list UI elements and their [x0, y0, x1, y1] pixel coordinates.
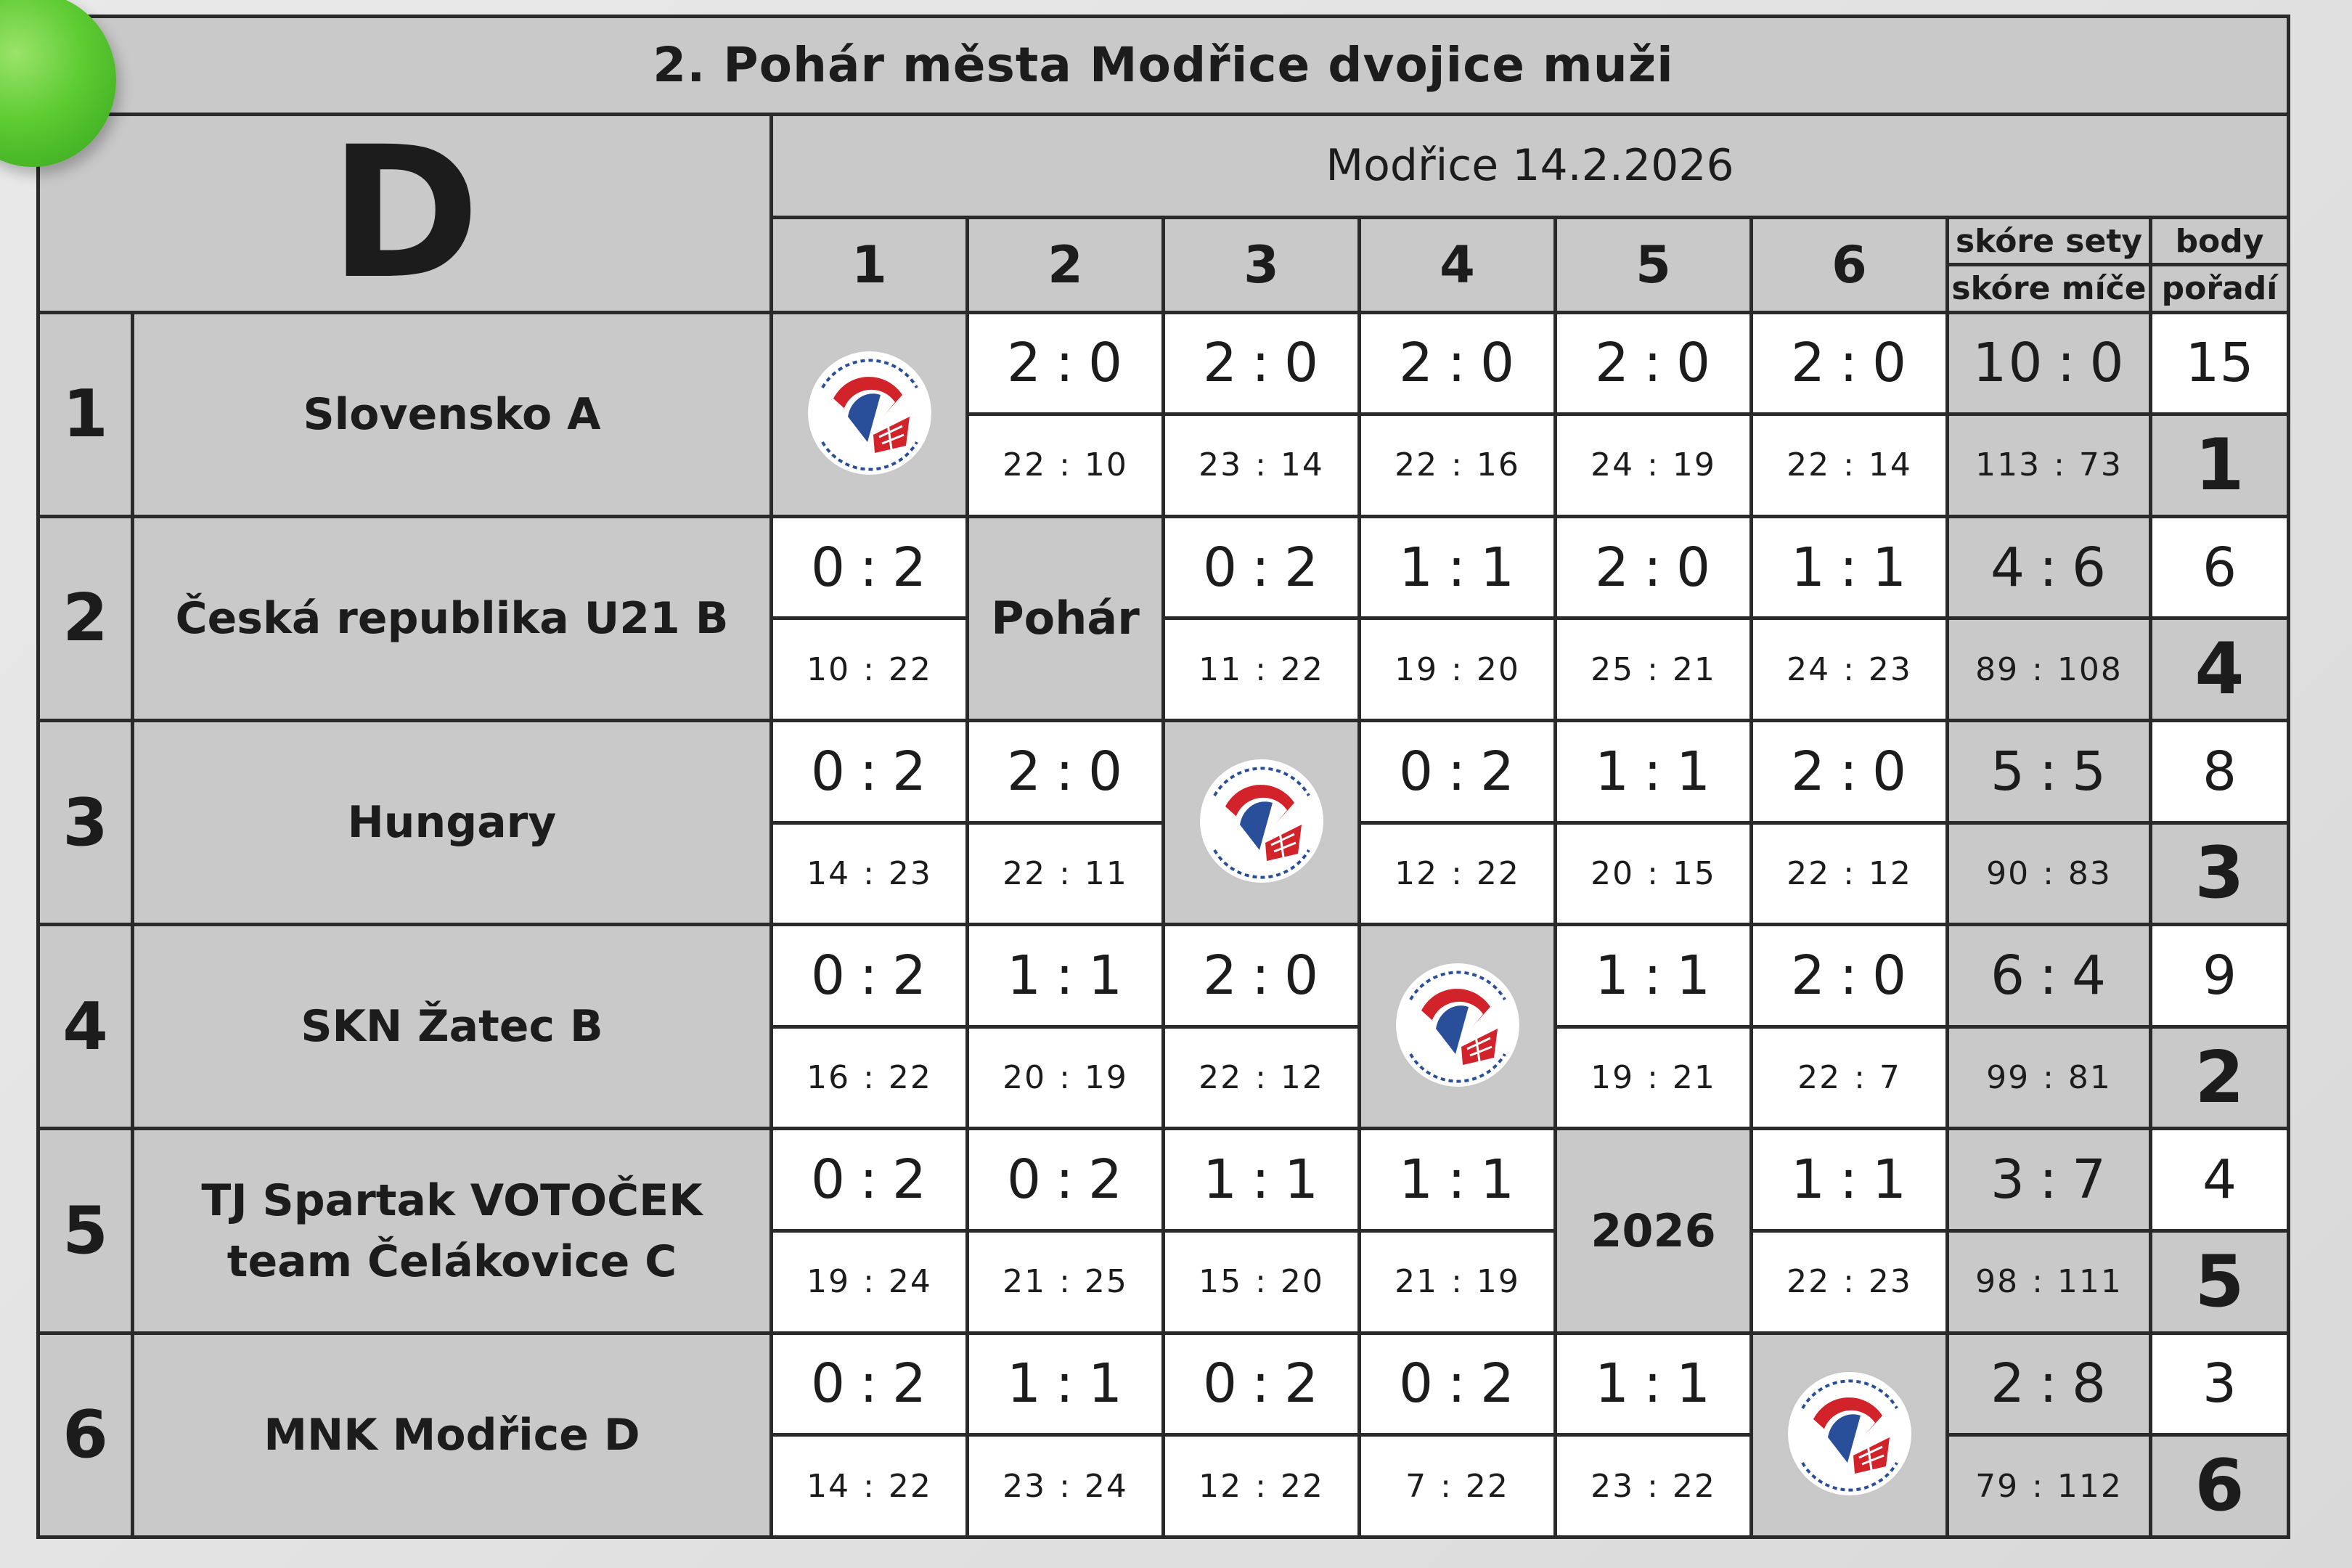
- diagonal-label: Pohár: [968, 516, 1164, 720]
- match-sets-score: 1 : 1: [1556, 720, 1752, 822]
- sets-away: 1: [1871, 1148, 1908, 1212]
- sets-away: 2: [891, 944, 928, 1007]
- total-balls-won: 79: [1975, 1467, 2020, 1505]
- column-header-5: 5: [1556, 218, 1752, 312]
- sets-home: 2: [1006, 740, 1043, 803]
- row-number: 6: [38, 1333, 133, 1537]
- balls-away: 14: [1280, 446, 1324, 484]
- match-sets-score: 2 : 0: [1164, 925, 1360, 1027]
- match-balls-score: 12 : 22: [1360, 822, 1556, 925]
- balls-away: 22: [888, 1467, 932, 1505]
- balls-away: 22: [1280, 1467, 1324, 1505]
- sets-home: 2: [1594, 536, 1631, 599]
- match-sets-score: 2 : 0: [1752, 312, 1948, 415]
- table-row: [38, 720, 2289, 822]
- sets-away: 0: [1087, 740, 1124, 803]
- match-balls-score: 22 : 11: [968, 822, 1164, 925]
- sets-home: 1: [1398, 1148, 1435, 1212]
- balls-away: 22: [1476, 854, 1520, 892]
- balls-away: 12: [1280, 1059, 1324, 1097]
- sets-away: 0: [1871, 944, 1908, 1007]
- total-sets-won: 5: [1990, 740, 2027, 803]
- balls-home: 21: [1003, 1263, 1047, 1301]
- match-sets-score: 0 : 2: [1164, 516, 1360, 618]
- sets-home: 2: [1398, 332, 1435, 395]
- balls-away: 19: [1476, 1263, 1520, 1301]
- sets-home: 1: [1006, 944, 1043, 1007]
- balls-home: 25: [1591, 650, 1635, 688]
- sets-away: 1: [1675, 944, 1712, 1007]
- total-balls-lost: 81: [2067, 1059, 2112, 1097]
- match-sets-score: 1 : 1: [968, 1333, 1164, 1435]
- row-number: 5: [38, 1129, 133, 1333]
- diagonal-logo: [1752, 1333, 1948, 1537]
- balls-home: 12: [1395, 854, 1439, 892]
- match-balls-score: 11 : 22: [1164, 618, 1360, 721]
- sets-away: 2: [1479, 1352, 1516, 1416]
- column-header-4: 4: [1360, 218, 1556, 312]
- sets-away: 2: [1283, 536, 1320, 599]
- sets-home: 0: [1398, 740, 1435, 803]
- sets-away: 1: [1479, 536, 1516, 599]
- balls-away: 11: [1084, 854, 1128, 892]
- sets-home: 0: [810, 740, 847, 803]
- total-sets-score: 3 : 7: [1948, 1129, 2151, 1231]
- sets-away: 0: [1283, 944, 1320, 1007]
- balls-away: 25: [1084, 1263, 1128, 1301]
- sets-away: 1: [1087, 944, 1124, 1007]
- match-sets-score: 0 : 2: [1164, 1333, 1360, 1435]
- balls-away: 12: [1868, 854, 1912, 892]
- total-balls-lost: 83: [2067, 854, 2112, 892]
- balls-home: 16: [807, 1059, 851, 1097]
- match-balls-score: 23 : 14: [1164, 415, 1360, 517]
- balls-home: 22: [1395, 446, 1439, 484]
- balls-home: 23: [1591, 1467, 1635, 1505]
- sets-away: 2: [1087, 1148, 1124, 1212]
- match-sets-score: 2 : 0: [1360, 312, 1556, 415]
- sets-away: 1: [1675, 740, 1712, 803]
- match-sets-score: 1 : 1: [1752, 516, 1948, 618]
- sets-home: 0: [810, 1148, 847, 1212]
- balls-away: 19: [1672, 446, 1716, 484]
- match-sets-score: 0 : 2: [772, 720, 968, 822]
- balls-home: 19: [1591, 1059, 1635, 1097]
- match-sets-score: 1 : 1: [968, 925, 1164, 1027]
- rank-value: 5: [2151, 1231, 2289, 1334]
- balls-away: 23: [1868, 1263, 1912, 1301]
- match-balls-score: 12 : 22: [1164, 1435, 1360, 1538]
- total-sets-won: 3: [1990, 1148, 2027, 1212]
- table-row: [38, 1333, 2289, 1435]
- sets-away: 2: [891, 536, 928, 599]
- diagonal-logo: [772, 312, 968, 516]
- match-balls-score: 7 : 22: [1360, 1435, 1556, 1538]
- team-name: SKN Žatec B: [133, 925, 772, 1129]
- match-balls-score: 22 : 7: [1752, 1026, 1948, 1129]
- total-balls-score: 113 : 73: [1948, 415, 2151, 517]
- total-sets-lost: 0: [2089, 332, 2126, 395]
- match-sets-score: 0 : 2: [1360, 1333, 1556, 1435]
- total-sets-lost: 8: [2071, 1352, 2108, 1416]
- match-balls-score: 10 : 22: [772, 618, 968, 721]
- sets-away: 0: [1479, 332, 1516, 395]
- sets-home: 0: [1202, 536, 1239, 599]
- total-sets-score: 6 : 4: [1948, 925, 2151, 1027]
- total-sets-won: 10: [1972, 332, 2044, 395]
- sets-home: 0: [810, 1352, 847, 1416]
- match-balls-score: 14 : 23: [772, 822, 968, 925]
- header-score-sets: skóre sety: [1948, 218, 2151, 265]
- balls-home: 22: [1003, 446, 1047, 484]
- row-number: 2: [38, 516, 133, 720]
- sets-away: 1: [1087, 1352, 1124, 1416]
- total-balls-won: 113: [1975, 446, 2041, 484]
- association-logo-icon: [1381, 956, 1534, 1094]
- match-sets-score: 2 : 0: [968, 720, 1164, 822]
- sets-home: 0: [1202, 1352, 1239, 1416]
- column-header-6: 6: [1752, 218, 1948, 312]
- total-sets-score: 5 : 5: [1948, 720, 2151, 822]
- points-value: 9: [2151, 925, 2289, 1027]
- balls-home: 22: [1787, 854, 1831, 892]
- balls-away: 23: [1868, 650, 1912, 688]
- balls-home: 24: [1591, 446, 1635, 484]
- rank-value: 1: [2151, 415, 2289, 517]
- rank-value: 2: [2151, 1026, 2289, 1129]
- match-balls-score: 20 : 15: [1556, 822, 1752, 925]
- row-number: 3: [38, 720, 133, 924]
- group-letter: D: [38, 114, 772, 312]
- total-balls-score: 99 : 81: [1948, 1026, 2151, 1129]
- sets-home: 1: [1790, 1148, 1827, 1212]
- balls-home: 20: [1591, 854, 1635, 892]
- team-name: Česká republika U21 B: [133, 516, 772, 720]
- match-balls-score: 22 : 12: [1752, 822, 1948, 925]
- points-value: 3: [2151, 1333, 2289, 1435]
- balls-home: 14: [807, 854, 851, 892]
- balls-home: 19: [807, 1263, 851, 1301]
- balls-home: 15: [1199, 1263, 1243, 1301]
- balls-away: 20: [1280, 1263, 1324, 1301]
- total-sets-score: 2 : 8: [1948, 1333, 2151, 1435]
- sets-home: 2: [1202, 944, 1239, 1007]
- total-balls-lost: 108: [2057, 650, 2123, 688]
- total-balls-won: 98: [1975, 1263, 2020, 1301]
- sets-away: 2: [1479, 740, 1516, 803]
- column-header-1: 1: [772, 218, 968, 312]
- total-sets-lost: 5: [2071, 740, 2108, 803]
- header-points: body: [2151, 218, 2289, 265]
- balls-home: 22: [1003, 854, 1047, 892]
- sets-home: 1: [1594, 740, 1631, 803]
- sets-away: 0: [1675, 536, 1712, 599]
- total-balls-lost: 73: [2078, 446, 2123, 484]
- balls-away: 21: [1672, 650, 1716, 688]
- column-header-3: 3: [1164, 218, 1360, 312]
- total-sets-lost: 4: [2071, 944, 2108, 1007]
- sets-home: 2: [1790, 944, 1827, 1007]
- sets-away: 2: [891, 1352, 928, 1416]
- balls-home: 22: [1787, 446, 1831, 484]
- total-sets-score: 10 : 0: [1948, 312, 2151, 415]
- balls-away: 10: [1084, 446, 1128, 484]
- sets-away: 1: [1871, 536, 1908, 599]
- match-balls-score: 22 : 23: [1752, 1231, 1948, 1334]
- balls-home: 24: [1787, 650, 1831, 688]
- table-row: [38, 1129, 2289, 1231]
- balls-home: 23: [1003, 1467, 1047, 1505]
- match-balls-score: 14 : 22: [772, 1435, 968, 1538]
- diagonal-logo: [1360, 925, 1556, 1129]
- points-value: 8: [2151, 720, 2289, 822]
- total-balls-lost: 112: [2057, 1467, 2123, 1505]
- total-balls-score: 89 : 108: [1948, 618, 2151, 721]
- diagonal-label: 2026: [1556, 1129, 1752, 1333]
- table-row: [38, 925, 2289, 1027]
- sets-home: 1: [1006, 1352, 1043, 1416]
- sets-home: 0: [1398, 1352, 1435, 1416]
- points-value: 4: [2151, 1129, 2289, 1231]
- balls-home: 22: [1797, 1059, 1842, 1097]
- balls-home: 7: [1405, 1467, 1428, 1505]
- match-sets-score: 2 : 0: [1164, 312, 1360, 415]
- match-sets-score: 2 : 0: [1556, 312, 1752, 415]
- column-header-2: 2: [968, 218, 1164, 312]
- balls-away: 24: [888, 1263, 932, 1301]
- balls-home: 22: [1199, 1059, 1243, 1097]
- total-sets-lost: 7: [2071, 1148, 2108, 1212]
- results-table: [36, 15, 2290, 1539]
- match-sets-score: 1 : 1: [1360, 1129, 1556, 1231]
- balls-home: 12: [1199, 1467, 1243, 1505]
- row-number: 4: [38, 925, 133, 1129]
- balls-home: 10: [807, 650, 851, 688]
- total-balls-won: 99: [1986, 1059, 2030, 1097]
- match-sets-score: 1 : 1: [1556, 1333, 1752, 1435]
- match-balls-score: 25 : 21: [1556, 618, 1752, 721]
- sets-home: 2: [1594, 332, 1631, 395]
- sets-home: 0: [810, 944, 847, 1007]
- match-sets-score: 0 : 2: [772, 1333, 968, 1435]
- balls-away: 15: [1672, 854, 1716, 892]
- total-sets-score: 4 : 6: [1948, 516, 2151, 618]
- total-sets-won: 2: [1990, 1352, 2027, 1416]
- sets-home: 1: [1790, 536, 1827, 599]
- team-name: TJ Spartak VOTOČEK team Čelákovice C: [133, 1129, 772, 1333]
- sets-home: 1: [1202, 1148, 1239, 1212]
- balls-away: 22: [1672, 1467, 1716, 1505]
- sets-home: 0: [810, 536, 847, 599]
- balls-away: 16: [1476, 446, 1520, 484]
- match-balls-score: 22 : 16: [1360, 415, 1556, 517]
- sets-home: 1: [1398, 536, 1435, 599]
- diagonal-logo: [1164, 720, 1360, 924]
- total-balls-score: 79 : 112: [1948, 1435, 2151, 1538]
- match-balls-score: 19 : 24: [772, 1231, 968, 1334]
- match-sets-score: 2 : 0: [968, 312, 1164, 415]
- match-balls-score: 22 : 12: [1164, 1026, 1360, 1129]
- points-value: 6: [2151, 516, 2289, 618]
- match-balls-score: 21 : 19: [1360, 1231, 1556, 1334]
- sets-home: 2: [1790, 740, 1827, 803]
- total-sets-lost: 6: [2071, 536, 2108, 599]
- balls-home: 11: [1199, 650, 1243, 688]
- table-row: [38, 516, 2289, 618]
- sets-away: 0: [1871, 740, 1908, 803]
- sets-away: 1: [1675, 1352, 1712, 1416]
- match-sets-score: 1 : 1: [1164, 1129, 1360, 1231]
- total-balls-won: 89: [1975, 650, 2020, 688]
- balls-away: 7: [1879, 1059, 1901, 1097]
- sets-away: 2: [1283, 1352, 1320, 1416]
- total-sets-won: 6: [1990, 944, 2027, 1007]
- balls-away: 22: [888, 1059, 932, 1097]
- balls-home: 20: [1003, 1059, 1047, 1097]
- sets-home: 2: [1006, 332, 1043, 395]
- team-name: Hungary: [133, 720, 772, 924]
- points-value: 15: [2151, 312, 2289, 415]
- balls-home: 14: [807, 1467, 851, 1505]
- match-balls-score: 19 : 21: [1556, 1026, 1752, 1129]
- sets-home: 1: [1594, 944, 1631, 1007]
- table-title: 2. Pohár města Modřice dvojice muži: [38, 17, 2289, 115]
- venue-date: Modřice 14.2.2026: [772, 114, 2289, 218]
- total-sets-won: 4: [1990, 536, 2027, 599]
- total-balls-lost: 111: [2057, 1263, 2123, 1301]
- sets-home: 2: [1790, 332, 1827, 395]
- sets-home: 1: [1594, 1352, 1631, 1416]
- match-sets-score: 2 : 0: [1752, 720, 1948, 822]
- balls-away: 22: [1465, 1467, 1509, 1505]
- match-sets-score: 0 : 2: [772, 1129, 968, 1231]
- match-balls-score: 20 : 19: [968, 1026, 1164, 1129]
- sets-away: 0: [1087, 332, 1124, 395]
- balls-away: 22: [888, 650, 932, 688]
- table-row: [38, 312, 2289, 415]
- match-balls-score: 15 : 20: [1164, 1231, 1360, 1334]
- association-logo-icon: [1773, 1365, 1926, 1503]
- team-name: Slovensko A: [133, 312, 772, 516]
- match-balls-score: 24 : 23: [1752, 618, 1948, 721]
- balls-away: 22: [1280, 650, 1324, 688]
- balls-away: 23: [888, 854, 932, 892]
- match-balls-score: 21 : 25: [968, 1231, 1164, 1334]
- row-number: 1: [38, 312, 133, 516]
- rank-value: 4: [2151, 618, 2289, 721]
- balls-home: 19: [1395, 650, 1439, 688]
- match-sets-score: 0 : 2: [772, 516, 968, 618]
- association-logo-icon: [793, 344, 946, 482]
- sets-away: 2: [891, 740, 928, 803]
- balls-home: 23: [1199, 446, 1243, 484]
- sets-home: 2: [1202, 332, 1239, 395]
- sets-away: 0: [1871, 332, 1908, 395]
- match-balls-score: 24 : 19: [1556, 415, 1752, 517]
- match-sets-score: 2 : 0: [1752, 925, 1948, 1027]
- balls-away: 14: [1868, 446, 1912, 484]
- total-balls-score: 98 : 111: [1948, 1231, 2151, 1334]
- match-balls-score: 23 : 22: [1556, 1435, 1752, 1538]
- sets-away: 2: [891, 1148, 928, 1212]
- match-balls-score: 23 : 24: [968, 1435, 1164, 1538]
- match-sets-score: 1 : 1: [1360, 516, 1556, 618]
- balls-away: 21: [1672, 1059, 1716, 1097]
- match-sets-score: 2 : 0: [1556, 516, 1752, 618]
- sets-away: 1: [1283, 1148, 1320, 1212]
- header-rank: pořadí: [2151, 265, 2289, 312]
- sets-away: 0: [1675, 332, 1712, 395]
- match-sets-score: 0 : 2: [772, 925, 968, 1027]
- sets-away: 0: [1283, 332, 1320, 395]
- match-sets-score: 0 : 2: [1360, 720, 1556, 822]
- match-sets-score: 1 : 1: [1752, 1129, 1948, 1231]
- rank-value: 6: [2151, 1435, 2289, 1538]
- balls-home: 22: [1787, 1263, 1831, 1301]
- header-score-balls: skóre míče: [1948, 265, 2151, 312]
- balls-away: 19: [1084, 1059, 1128, 1097]
- match-balls-score: 22 : 10: [968, 415, 1164, 517]
- balls-home: 21: [1395, 1263, 1439, 1301]
- match-balls-score: 22 : 14: [1752, 415, 1948, 517]
- total-balls-won: 90: [1986, 854, 2030, 892]
- sets-away: 1: [1479, 1148, 1516, 1212]
- rank-value: 3: [2151, 822, 2289, 925]
- match-balls-score: 19 : 20: [1360, 618, 1556, 721]
- match-sets-score: 1 : 1: [1556, 925, 1752, 1027]
- balls-away: 20: [1476, 650, 1520, 688]
- association-logo-icon: [1185, 752, 1338, 890]
- total-balls-score: 90 : 83: [1948, 822, 2151, 925]
- match-sets-score: 0 : 2: [968, 1129, 1164, 1231]
- sets-home: 0: [1006, 1148, 1043, 1212]
- balls-away: 24: [1084, 1467, 1128, 1505]
- match-balls-score: 16 : 22: [772, 1026, 968, 1129]
- team-name: MNK Modřice D: [133, 1333, 772, 1537]
